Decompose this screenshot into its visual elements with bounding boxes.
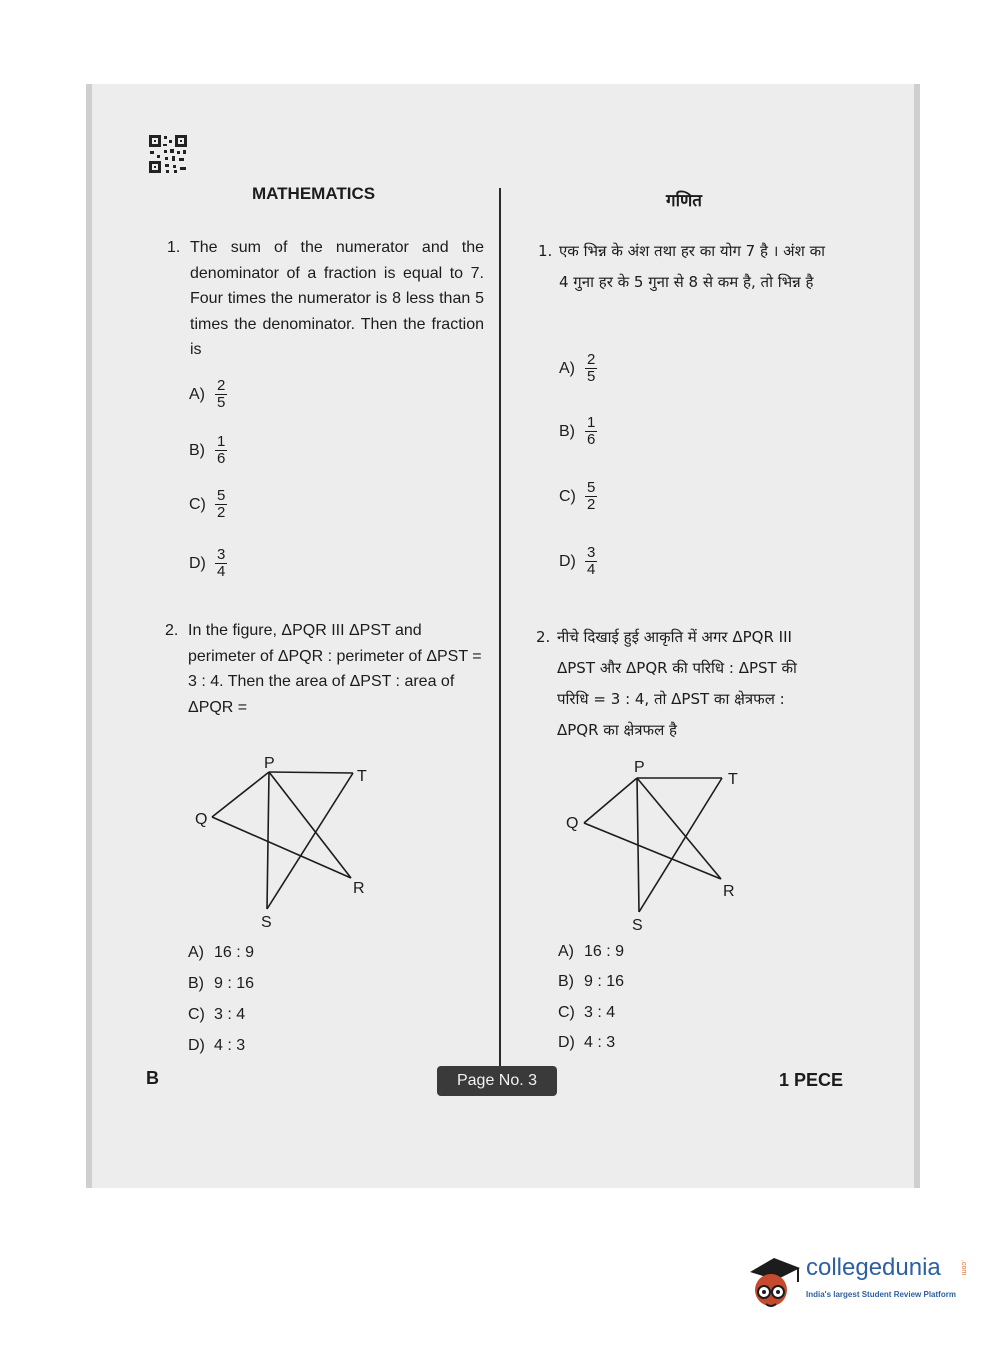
logo-domain-suffix: .com xyxy=(960,1260,967,1276)
vertex-label-q: Q xyxy=(195,811,208,828)
option-d[interactable] xyxy=(189,547,227,580)
triangle-figure-hindi xyxy=(562,754,752,934)
option-a[interactable] xyxy=(559,352,597,385)
segment-ts xyxy=(639,778,722,912)
question-number: 2. xyxy=(165,622,179,639)
question-2-hindi xyxy=(536,622,829,746)
option-label: B) xyxy=(189,441,205,459)
vertex-label-r: R xyxy=(353,880,365,897)
vertex-label-s: S xyxy=(261,914,272,931)
segment-qr xyxy=(584,823,721,879)
option-value: 16 : 9 xyxy=(214,944,255,961)
option-fraction: $\frac{5}{2}$ xyxy=(217,487,226,521)
option-fraction: $\frac{1}{6}$ xyxy=(587,414,596,448)
option-d[interactable]: D) 4 : 3 xyxy=(188,1037,246,1054)
option-value: 4 : 3 xyxy=(584,1034,616,1051)
option-b[interactable]: B) 9 : 16 xyxy=(558,973,625,990)
logo-brand-text: collegedunia xyxy=(806,1254,941,1281)
question-text: एक भिन्न के अंश तथा हर का योग 7 है । अंश का 4 गुना हर के 5 गुना से 8 से कम है, तो भिन्न है xyxy=(559,242,826,291)
triangle-figure-english xyxy=(190,750,370,932)
option-c[interactable] xyxy=(559,480,597,513)
option-c[interactable]: C) 3 : 4 xyxy=(188,1006,246,1023)
segment-ps xyxy=(637,778,639,912)
option-fraction: $\frac{3}{4}$ xyxy=(217,546,226,580)
option-label: D) xyxy=(559,552,576,570)
vertex-label-r: R xyxy=(723,883,735,900)
mascot-icon xyxy=(744,1250,804,1312)
option-value: 4 : 3 xyxy=(214,1037,246,1054)
segment-ts xyxy=(267,773,353,909)
page-title-hindi: गणित xyxy=(666,191,702,211)
sheet-right-edge xyxy=(914,84,920,1188)
question-text: नीचे दिखाई हुई आकृति में अगर ΔPQR III ΔPST और ΔPQR की परिधि : ΔPST की परिधि = 3 : 4, तो ΔPST का क्षेत्रफल : ΔPQR का क्षेत्रफल है xyxy=(557,628,797,739)
option-label: C) xyxy=(559,487,576,505)
option-a[interactable]: A) 16 : 9 xyxy=(558,943,625,960)
segment-pr xyxy=(637,778,721,879)
option-fraction: $\frac{3}{4}$ xyxy=(587,544,596,578)
segment-pq xyxy=(212,772,269,817)
segment-qr xyxy=(212,817,351,878)
segment-pr xyxy=(269,772,351,878)
option-fraction: $\frac{1}{6}$ xyxy=(217,433,226,467)
option-label: A) xyxy=(559,359,575,377)
option-label: C) xyxy=(189,495,206,513)
paper-code: 1 PECE xyxy=(779,1070,844,1090)
option-value: 9 : 16 xyxy=(214,975,255,992)
option-b[interactable] xyxy=(559,415,597,448)
question-number: 2. xyxy=(536,628,551,646)
logo-tagline: India's largest Student Review Platform xyxy=(806,1290,956,1299)
vertex-label-t: T xyxy=(728,771,738,788)
column-divider xyxy=(499,188,501,1080)
vertex-label-p: P xyxy=(634,759,645,776)
option-value: 3 : 4 xyxy=(214,1006,246,1023)
option-fraction: $\frac{2}{5}$ xyxy=(217,377,226,411)
segment-pq xyxy=(584,778,637,823)
page-number-badge: Page No. 3 xyxy=(437,1066,557,1096)
option-c[interactable]: C) 3 : 4 xyxy=(558,1004,616,1021)
segment-pt xyxy=(269,772,353,773)
question-2-english xyxy=(165,618,482,720)
qr-code-icon xyxy=(148,134,188,174)
option-value: 16 : 9 xyxy=(584,943,625,960)
option-c[interactable] xyxy=(189,488,227,521)
option-fraction: $\frac{5}{2}$ xyxy=(587,479,596,513)
option-b[interactable]: B) 9 : 16 xyxy=(188,975,255,992)
vertex-label-q: Q xyxy=(566,815,579,832)
segment-ps xyxy=(267,772,269,909)
sheet-left-edge xyxy=(86,84,92,1188)
option-d[interactable]: D) 4 : 3 xyxy=(558,1034,616,1051)
page-title-english: MATHEMATICS xyxy=(252,184,376,203)
option-label: A) xyxy=(189,385,205,403)
option-label: B) xyxy=(559,422,575,440)
option-b[interactable] xyxy=(189,434,227,467)
option-value: 9 : 16 xyxy=(584,973,625,990)
question-1-english xyxy=(167,235,484,363)
option-a[interactable]: A) 16 : 9 xyxy=(188,944,255,961)
option-fraction: $\frac{2}{5}$ xyxy=(587,351,596,385)
option-label: D) xyxy=(189,554,206,572)
question-number: 1. xyxy=(538,242,553,260)
question-text: The sum of the numerator and the denominator of a fraction is equal to 7. Four times the numerator is 8 less than 5 times the denominator. Then the fraction is xyxy=(190,239,484,359)
collegedunia-logo xyxy=(742,1248,972,1314)
vertex-label-p: P xyxy=(264,755,275,772)
question-number: 1. xyxy=(167,239,181,256)
question-text: In the figure, ΔPQR III ΔPST and perimeter of ΔPQR : perimeter of ΔPST = 3 : 4. Then the area of ΔPST : area of ΔPQR = xyxy=(188,622,482,716)
question-1-hindi xyxy=(538,236,831,298)
option-d[interactable] xyxy=(559,545,597,578)
booklet-series: B xyxy=(146,1068,159,1088)
vertex-label-t: T xyxy=(357,768,367,785)
option-a[interactable] xyxy=(189,378,227,411)
vertex-label-s: S xyxy=(632,917,643,934)
option-value: 3 : 4 xyxy=(584,1004,616,1021)
